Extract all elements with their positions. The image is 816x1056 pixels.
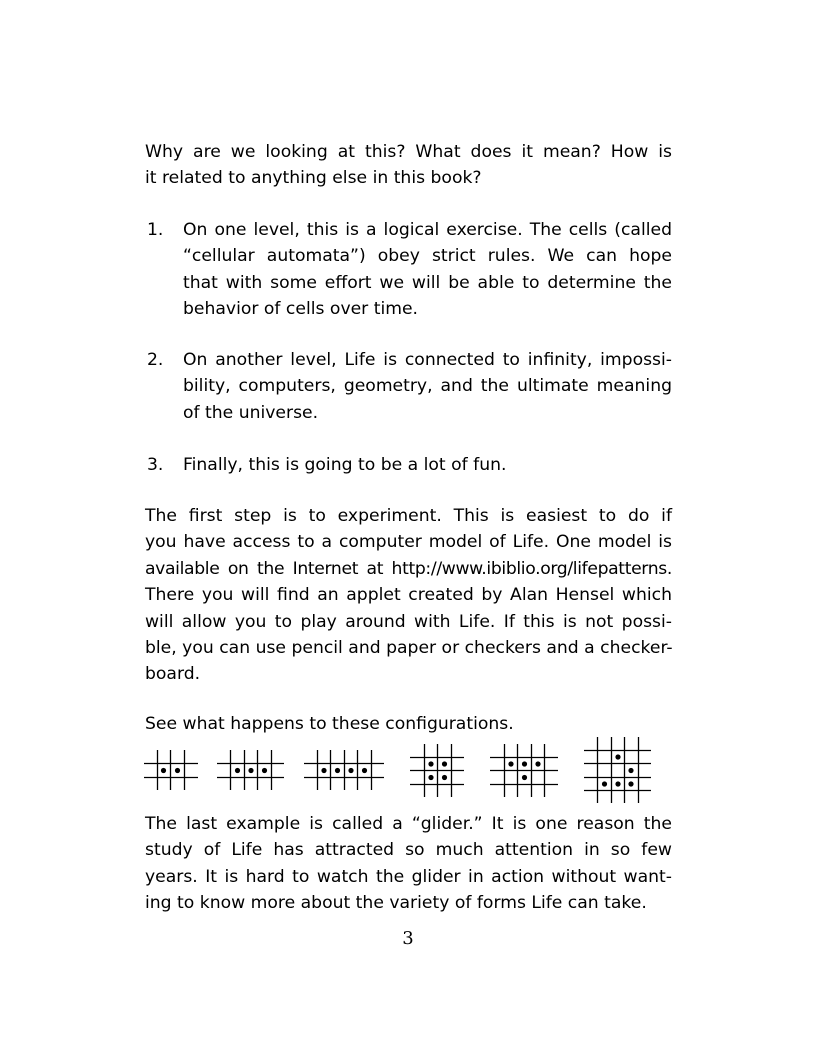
list-number: 3.: [147, 455, 164, 475]
text-line: On another level, Life is connected to infinity, impossi-: [183, 350, 672, 370]
text-line: behavior of cells over time.: [183, 299, 419, 320]
text-line: bility, computers, geometry, and the ultimate meaning: [183, 376, 672, 397]
text-line: Why are we looking at this? What does it mean? How is: [145, 142, 672, 162]
text-line: it related to anything else in this book?: [145, 168, 482, 189]
list-number: 2.: [147, 350, 164, 370]
text-line: “cellular automata”) obey strict rules. We can hope: [183, 246, 672, 267]
text-line: years. It is hard to watch the glider in action without want-: [145, 866, 672, 887]
text-line: study of Life has attracted so much attention in so few: [145, 840, 672, 861]
page-number: 3: [402, 928, 414, 949]
text-line: available on the Internet at http://www.ibiblio.org/lifepatterns.: [145, 558, 672, 579]
text-line: There you will find an applet created by Alan Hensel which: [145, 585, 672, 606]
text-line: The first step is to experiment. This is easiest to do if: [145, 506, 672, 526]
config-three-in-a-row: [217, 750, 284, 790]
config-four-in-a-row: [304, 750, 384, 790]
text-line: On one level, this is a logical exercise. The cells (called: [183, 220, 672, 240]
text-line: Finally, this is going to be a lot of fun.: [183, 455, 507, 475]
glider-paragraph: [145, 811, 672, 917]
text-line: board.: [145, 664, 201, 685]
text-line: will allow you to play around with Life. If this is not possi-: [145, 611, 672, 632]
text-line: you have access to a computer model of Life. One model is: [145, 532, 672, 553]
config-glider: [584, 737, 651, 803]
config-t-shape: [490, 744, 558, 797]
text-line: ble, you can use pencil and paper or checkers and a checker-: [145, 638, 673, 659]
text-line: ing to know more about the variety of forms Life can take.: [145, 893, 647, 914]
config-two-in-a-row: [144, 750, 198, 790]
config-block: [410, 744, 464, 797]
list-number: 1.: [147, 220, 164, 240]
text-line: of the universe.: [183, 402, 319, 423]
text-line: that with some effort we will be able to determine the: [183, 272, 672, 293]
text-line: See what happens to these configurations.: [145, 714, 514, 734]
text-line: The last example is called a “glider.” It is one reason the: [145, 814, 672, 834]
